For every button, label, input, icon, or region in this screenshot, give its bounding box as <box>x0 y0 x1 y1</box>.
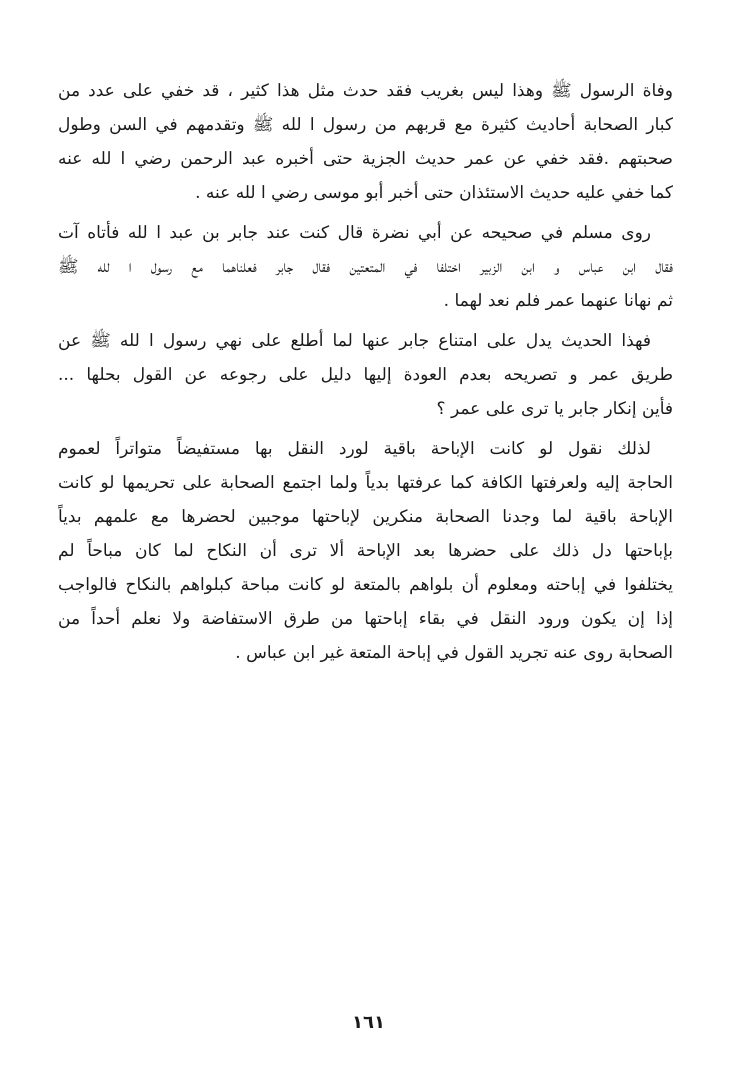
text-line: فهذا الحديث يدل على امتناع جابر عنها لما أطلع على نهي رسول ا لله ﷺ عن <box>58 331 651 351</box>
text-line: يختلفوا في إباحته ومعلوم أن بلواهم بالمتعة لو كانت مباحة كبلواهم بالنكاح فالواجب <box>58 575 673 595</box>
text-line: طريق عمر و تصريحه بعدم العودة إليها دليل على رجوعه عن القول بحلها ... <box>58 365 673 385</box>
text-line: كما خفي عليه حديث الاستئذان حتى أخبر أبو موسى رضي ا لله عنه . <box>195 183 673 203</box>
text-line: الصحابة روى عنه تجريد القول في إباحة المتعة غير ابن عباس . <box>235 643 673 663</box>
paragraph-2 <box>58 216 673 318</box>
text-line: إذا إن يكون ورود النقل في بقاء إباحتها من طرق الاستفاضة ولا نعلم أحداً من <box>58 609 673 629</box>
text-line: وفاة الرسول ﷺ وهذا ليس بغريب فقد حدث مثل هذا كثير ، قد خفي على عدد من <box>58 81 673 101</box>
text-line: صحبتهم .فقد خفي عن عمر حديث الجزية حتى أخبره عبد الرحمن رضي ا لله عنه <box>58 149 673 169</box>
paragraph-4 <box>58 432 673 670</box>
text-line: كبار الصحابة أحاديث كثيرة مع قربهم من رسول ا لله ﷺ وتقدمهم في السن وطول <box>58 115 673 135</box>
text-line: روى مسلم في صحيحه عن أبي نضرة قال كنت عند جابر بن عبد ا لله فأتاه آت <box>58 223 651 243</box>
body-text <box>58 74 673 670</box>
text-line: فقال ابن عباس و ابن الزبير اختلفا في المتعتين فقال جابر فعلناهما مع رسول ا لله ﷺ <box>58 257 673 277</box>
paragraph-1 <box>58 74 673 210</box>
page-number: ١٦١ <box>352 1012 385 1033</box>
text-line: الإباحة باقية لما وجدنا الصحابة منكرين لإباحتها موجبين لحضرها مع علمهم بدياً <box>58 507 673 527</box>
text-line: لذلك نقول لو كانت الإباحة باقية لورد النقل بها مستفيضاً متواتراً لعموم <box>58 439 651 459</box>
text-line: بإباحتها دل ذلك على حضرها بعد الإباحة ألا ترى أن النكاح لما كان مباحاً لم <box>58 541 673 561</box>
text-line: الحاجة إليه ولعرفتها الكافة كما عرفتها بدياً ولما اجتمع الصحابة على تحريمها لو كانت <box>58 473 673 493</box>
paragraph-3 <box>58 324 673 426</box>
text-line: ثم نهانا عنهما عمر فلم نعد لهما . <box>443 291 673 311</box>
text-line: فأين إنكار جابر يا ترى على عمر ؟ <box>436 399 673 419</box>
